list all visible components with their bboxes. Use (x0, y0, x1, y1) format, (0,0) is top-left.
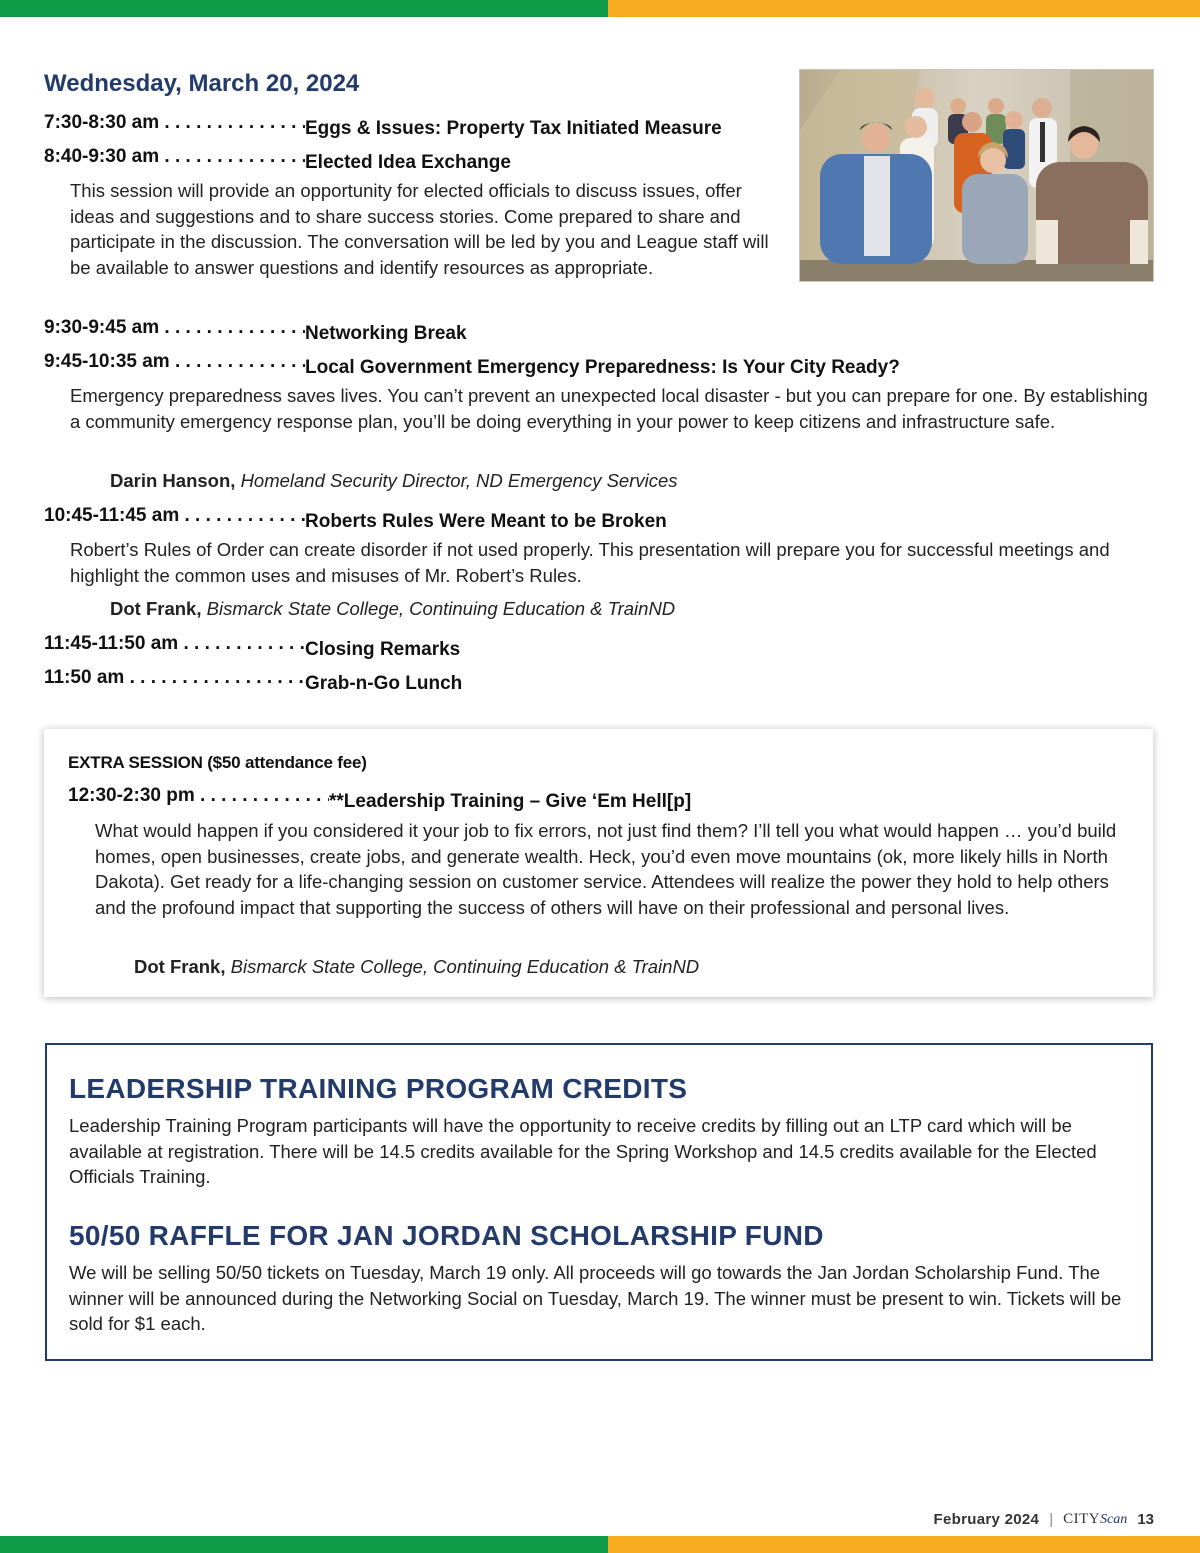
schedule-row-leadership-training (68, 785, 691, 813)
schedule-title: Closing Remarks (305, 639, 461, 660)
gold-bar-segment (608, 0, 1200, 17)
page-number: 13 (1137, 1511, 1154, 1528)
logo-city-text: CITY (1063, 1511, 1101, 1527)
schedule-time: 8:40-9:30 am . . . (44, 146, 305, 168)
day-title: Wednesday, March 20, 2024 (44, 70, 360, 97)
top-color-bar (0, 0, 1200, 17)
session-description: This session will provide an opportunity for elected officials to discuss issues, offer ideas and suggestions and to share success stories. Come prepared to share and participate in the discussion. The conversation will be led by you and League staff will be available to answer questions and identify resources as appropriate. (70, 180, 769, 278)
cityscan-logo (1063, 1511, 1127, 1528)
speaker-name: Dot Frank, (134, 956, 226, 977)
session-description: What would happen if you considered it your job to fix errors, not just find them? I’ll tell you what would happen … you’d build homes, open businesses, create jobs, and generate wealth. Heck, you’d even move mountains (ok, more likely hills in North Dakota). Get ready for a life-changing session on customer service. Attendees will realize the power they hold to help others and the profound impact that supporting the success of others will have on their professional and personal lives. (95, 820, 1117, 918)
speaker-role: Homeland Security Director, ND Emergency Services (240, 470, 678, 491)
schedule-title: Local Government Emergency Preparedness: Is Your City Ready? (305, 357, 900, 378)
extra-session-heading: EXTRA SESSION ($50 attendance fee) (68, 753, 367, 772)
schedule-title: Eggs & Issues: Property Tax Initiated Measure (305, 118, 722, 139)
schedule-row-networking-break (44, 317, 467, 345)
schedule-row-eggs-issues (44, 112, 722, 140)
schedule-title: Roberts Rules Were Meant to be Broken (305, 511, 667, 532)
schedule-time: 10:45-11:45 am . . . (44, 505, 305, 527)
raffle-heading: 50/50 RAFFLE FOR JAN JORDAN SCHOLARSHIP FUND (69, 1220, 824, 1251)
schedule-row-lunch (44, 667, 462, 695)
credits-text: Leadership Training Program participants will have the opportunity to receive credits by filling out an LTP card which will be available at registration. There will be 14.5 credits available for the Spring Workshop and 14.5 credits available for the Elected Officials Training. (69, 1115, 1097, 1188)
schedule-time: 11:50 am . . . (44, 667, 305, 689)
bottom-color-bar (0, 1536, 1200, 1553)
green-bar-segment (0, 0, 608, 17)
schedule-title: Grab-n-Go Lunch (305, 673, 463, 694)
logo-scan-text: Scan (1100, 1512, 1128, 1527)
speaker-credit (134, 956, 699, 978)
speaker-role: Bismarck State College, Continuing Education & TrainND (230, 956, 700, 977)
schedule-time: 11:45-11:50 am . . . (44, 633, 305, 655)
schedule-row-emergency-preparedness (44, 351, 900, 379)
speaker-name: Dot Frank, (110, 598, 202, 619)
schedule-row-roberts-rules (44, 505, 667, 533)
schedule-title: Networking Break (305, 323, 467, 344)
gold-bar-segment (608, 1536, 1200, 1553)
raffle-text: We will be selling 50/50 tickets on Tuesday, March 19 only. All proceeds will go towards the Jan Jordan Scholarship Fund. The winner will be announced during the Networking Social on Tuesday, March 19. The winner must be present to win. Tickets will be sold for $1 each. (69, 1262, 1122, 1335)
schedule-time: 7:30-8:30 am . . . (44, 112, 305, 134)
footer-month: February 2024 (933, 1511, 1040, 1528)
footer-separator: | (1049, 1511, 1054, 1528)
page-footer (934, 1511, 1154, 1528)
session-description: Robert’s Rules of Order can create disorder if not used properly. This presentation will prepare you for successful meetings and highlight the common uses and misuses of Mr. Robert’s Rules. (70, 539, 1110, 586)
schedule-title: **Leadership Training – Give ‘Em Hell[p] (329, 791, 692, 812)
session-description: Emergency preparedness saves lives. You can’t prevent an unexpected local disaster - but you can prepare for one. By establishing a community emergency response plan, you’ll be doing everything in your power to keep citizens and infrastructure safe. (70, 385, 1148, 432)
schedule-row-closing-remarks (44, 633, 460, 661)
green-bar-segment (0, 1536, 608, 1553)
credits-heading: LEADERSHIP TRAINING PROGRAM CREDITS (69, 1073, 688, 1104)
extra-session-box (44, 729, 1153, 997)
speaker-credit (110, 470, 678, 492)
schedule-time: 9:30-9:45 am . . . (44, 317, 305, 339)
schedule-time: 9:45-10:35 am . . . (44, 351, 305, 373)
speaker-name: Darin Hanson, (110, 470, 236, 491)
schedule-title: Elected Idea Exchange (305, 152, 511, 173)
speaker-role: Bismarck State College, Continuing Education & TrainND (206, 598, 676, 619)
group-photo (799, 69, 1154, 282)
schedule-row-idea-exchange (44, 146, 511, 174)
group-photo-illustration (800, 70, 1154, 282)
credits-raffle-box (45, 1043, 1153, 1361)
schedule-time: 12:30-2:30 pm . . . (68, 785, 329, 807)
speaker-credit (110, 598, 675, 620)
